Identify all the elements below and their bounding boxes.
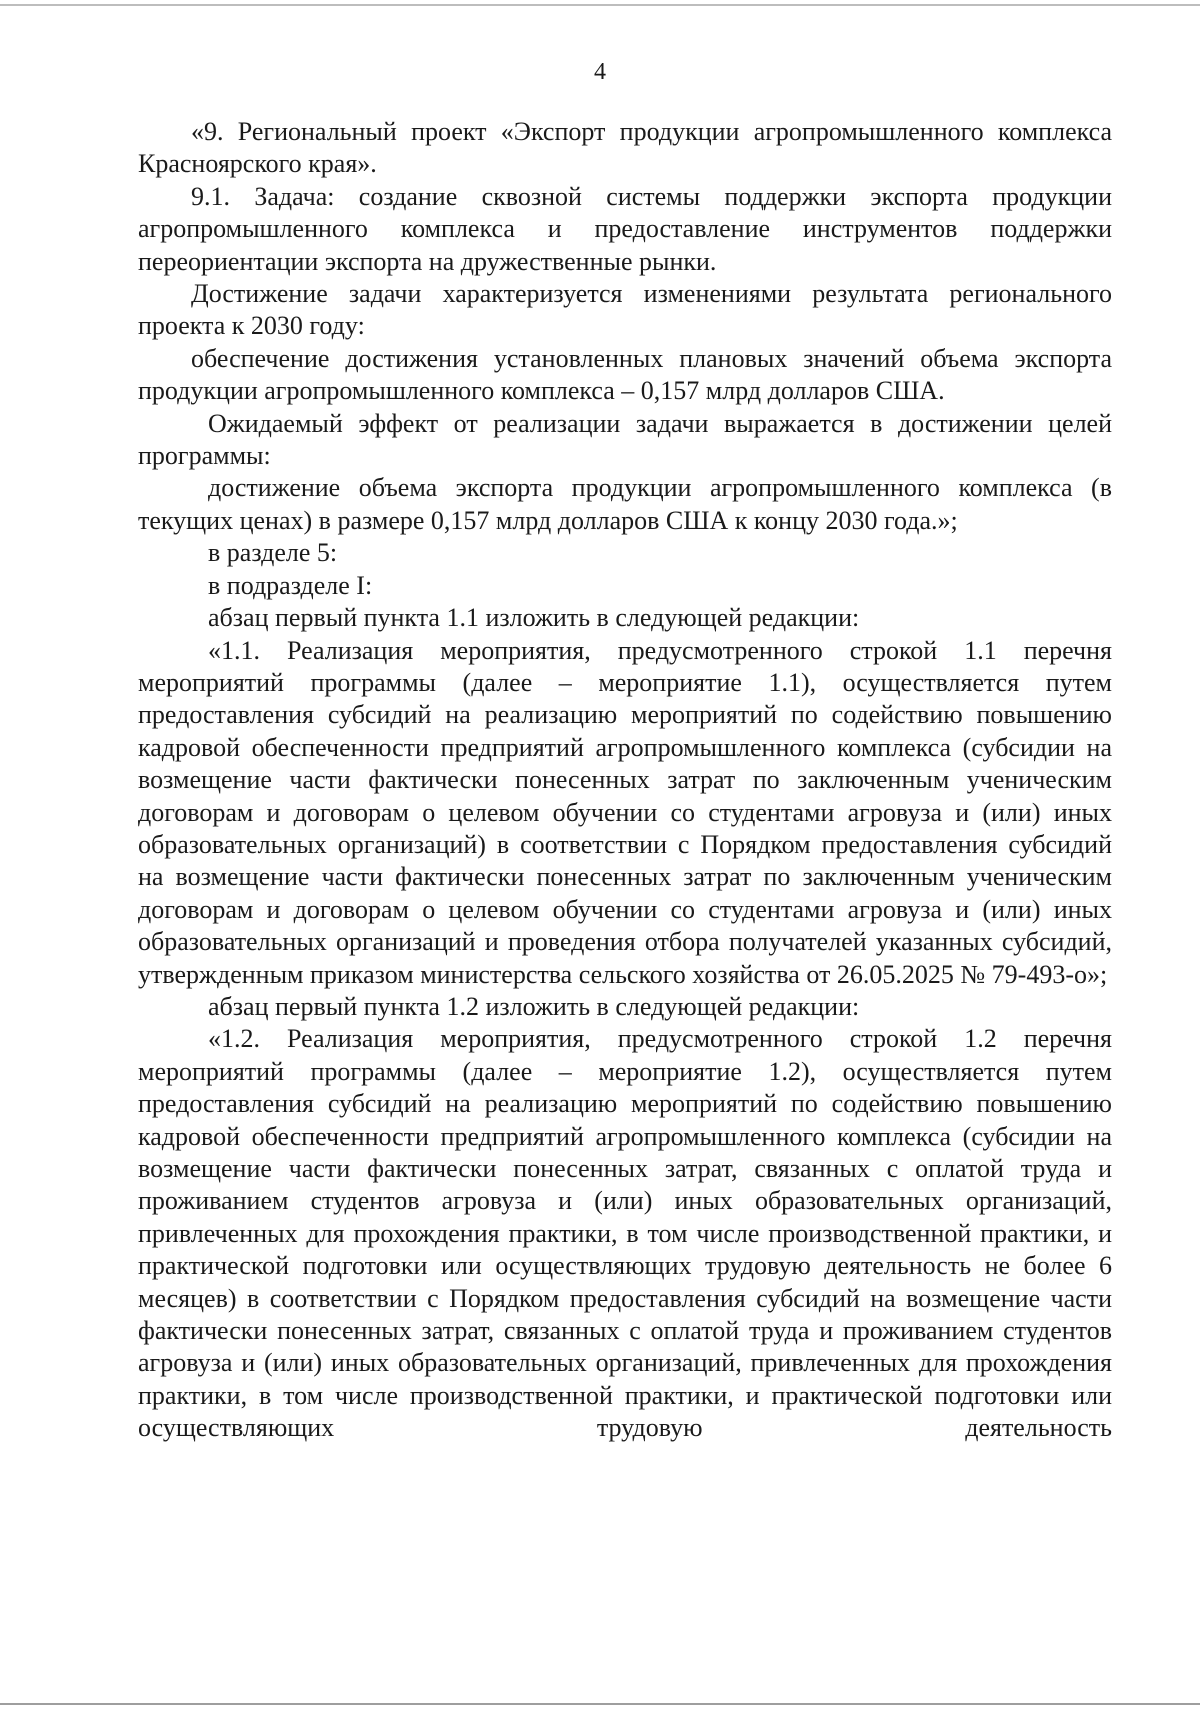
paragraph-item-1-1: «1.1. Реализация мероприятия, предусмотренного строкой 1.1 перечня мероприятий программы (далее – мероприятие 1.1), осуществляется путем предоставления субсидий на реализацию мероприятий по содействию повышению кадровой обеспеченности предприятий агропромышленного комплекса (субсидии на возмещение части фактически понесенных затрат по заключенным ученическим договорам и договорам о целевом обучении со студентами агровуза и (или) иных образовательных организаций) в соответствии с Порядком предоставления субсидий на возмещение части фактически понесенных затрат по заключенным ученическим договорам и договорам о целевом обучении со студентами агровуза и (или) иных образовательных организаций и проведения отбора получателей указанных субсидий, утвержденным приказом министерства сельского хозяйства от 26.05.2025 № 79-493-о»;	[138, 635, 1112, 989]
scan-edge-bottom	[0, 1703, 1200, 1711]
paragraph-subsection-1: в подразделе I:	[208, 570, 373, 600]
scan-edge-top	[0, 0, 1200, 6]
paragraph-project-title: «9. Региональный проект «Экспорт продукции агропромышленного комплекса Красноярского края».	[138, 117, 1112, 179]
paragraph-item-1-1-intro: абзац первый пункта 1.1 изложить в следующей редакции:	[208, 603, 860, 633]
paragraph-expected-effect: Ожидаемый эффект от реализации задачи выражается в достижении целей программы:	[138, 408, 1112, 471]
paragraph-section-5: в разделе 5:	[208, 538, 338, 568]
paragraph-export-volume: достижение объема экспорта продукции агропромышленного комплекса (в текущих ценах) в размере 0,157 млрд долларов США к концу 2030 года.»;	[138, 473, 1112, 535]
paragraph-item-1-2-intro: абзац первый пункта 1.2 изложить в следующей редакции:	[208, 991, 860, 1021]
paragraph-target-value: обеспечение достижения установленных плановых значений объема экспорта продукции агропромышленного комплекса – 0,157 млрд долларов США.	[138, 343, 1112, 406]
paragraph-item-1-2: «1.2. Реализация мероприятия, предусмотренного строкой 1.2 перечня мероприятий программы (далее – мероприятие 1.2), осуществляется путем предоставления субсидий на реализацию мероприятий по содействию повышению кадровой обеспеченности предприятий агропромышленного комплекса (субсидии на возмещение части фактически понесенных затрат, связанных с оплатой труда и проживанием студентов агровуза и (или) иных образовательных организаций, привлеченных для прохождения практики, в том числе производственной практики, и практической подготовки или осуществляющих трудовую деятельность не более 6 месяцев) в соответствии с Порядком предоставления субсидий на возмещение части фактически понесенных затрат, связанных с оплатой труда и проживанием студентов агровуза и (или) иных образовательных организаций, привлеченных для прохождения практики, в том числе производственной практики, и практической подготовки или осуществляющих трудовую деятельность	[138, 1024, 1112, 1443]
document-body	[138, 116, 1112, 1445]
paragraph-achievement: Достижение задачи характеризуется изменениями результата регионального проекта к 2030 году:	[138, 279, 1112, 341]
paragraph-task: 9.1. Задача: создание сквозной системы поддержки экспорта продукции агропромышленного комплекса и предоставление инструментов поддержки переориентации экспорта на дружественные рынки.	[138, 181, 1112, 276]
page-number: 4	[594, 59, 606, 85]
